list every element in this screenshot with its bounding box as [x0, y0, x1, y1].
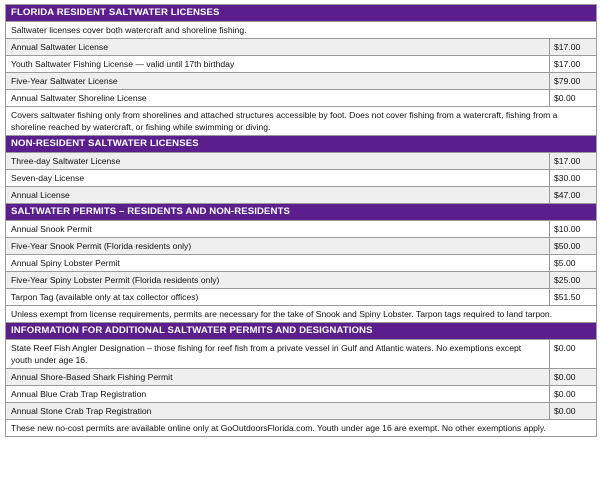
row-label: State Reef Fish Angler Designation – those fishing for reef fish from a private vessel in Gulf and Atlantic waters. No exemptions except youth under age 16. — [6, 340, 550, 368]
row-label: Five-Year Saltwater License — [6, 73, 550, 89]
table-row — [6, 90, 596, 107]
table-row — [6, 403, 596, 420]
section-note: These new no-cost permits are available online only at GoOutdoorsFlorida.com. Youth under age 16 are exempt. No other exemptions apply. — [6, 420, 596, 437]
row-price: $30.00 — [554, 173, 581, 183]
row-price: $0.00 — [554, 343, 576, 353]
row-price: $5.00 — [554, 258, 576, 268]
table-row — [6, 73, 596, 90]
row-price: $0.00 — [554, 406, 576, 416]
row-label: Tarpon Tag (available only at tax collector offices) — [6, 289, 550, 305]
row-label: Annual Spiny Lobster Permit — [6, 255, 550, 271]
table-row — [6, 39, 596, 56]
row-price: $10.00 — [554, 224, 581, 234]
section-note: Covers saltwater fishing only from shorelines and attached structures accessible by foot. Does not cover fishing from a watercraft, fishing from a shoreline reached by watercraft, or fishing while swimming or diving. — [6, 107, 596, 136]
row-price: $47.00 — [554, 190, 581, 200]
section-note: Unless exempt from license requirements, permits are necessary for the take of Snook and Spiny Lobster. Tarpon tags required to land tarpon. — [6, 306, 596, 323]
section-header-permits: SALTWATER PERMITS – RESIDENTS AND NON-RESIDENTS — [6, 204, 596, 221]
row-price: $0.00 — [554, 372, 576, 382]
table-row — [6, 170, 596, 187]
table-row — [6, 187, 596, 204]
table-row — [6, 255, 596, 272]
section-header-additional: INFORMATION FOR ADDITIONAL SALTWATER PERMITS AND DESIGNATIONS — [6, 323, 596, 340]
row-label: Annual Blue Crab Trap Registration — [6, 386, 550, 402]
row-label: Annual License — [6, 187, 550, 203]
row-label: Annual Snook Permit — [6, 221, 550, 237]
row-label: Five-Year Snook Permit (Florida residents only) — [6, 238, 550, 254]
row-label: Youth Saltwater Fishing License — valid until 17th birthday — [6, 56, 550, 72]
row-price: $17.00 — [554, 59, 581, 69]
row-label: Seven-day License — [6, 170, 550, 186]
row-price: $0.00 — [554, 93, 576, 103]
table-row — [6, 340, 596, 369]
row-label: Annual Saltwater Shoreline License — [6, 90, 550, 106]
row-label: Five-Year Spiny Lobster Permit (Florida residents only) — [6, 272, 550, 288]
row-price: $0.00 — [554, 389, 576, 399]
table-row — [6, 272, 596, 289]
table-row — [6, 238, 596, 255]
row-label: Annual Shore-Based Shark Fishing Permit — [6, 369, 550, 385]
table-row — [6, 56, 596, 73]
row-label: Annual Saltwater License — [6, 39, 550, 55]
section-intro: Saltwater licenses cover both watercraft and shoreline fishing. — [6, 22, 596, 39]
table-row — [6, 369, 596, 386]
row-price: $51.50 — [554, 292, 581, 302]
row-price: $25.00 — [554, 275, 581, 285]
table-row — [6, 386, 596, 403]
table-row — [6, 289, 596, 306]
section-header-non-resident: NON-RESIDENT SALTWATER LICENSES — [6, 136, 596, 153]
row-price: $17.00 — [554, 42, 581, 52]
row-label: Three-day Saltwater License — [6, 153, 550, 169]
section-header-resident: FLORIDA RESIDENT SALTWATER LICENSES — [6, 5, 596, 22]
table-row — [6, 153, 596, 170]
table-row — [6, 221, 596, 238]
row-label: Annual Stone Crab Trap Registration — [6, 403, 550, 419]
row-price: $50.00 — [554, 241, 581, 251]
row-price: $17.00 — [554, 156, 581, 166]
license-table — [5, 4, 597, 437]
row-price: $79.00 — [554, 76, 581, 86]
